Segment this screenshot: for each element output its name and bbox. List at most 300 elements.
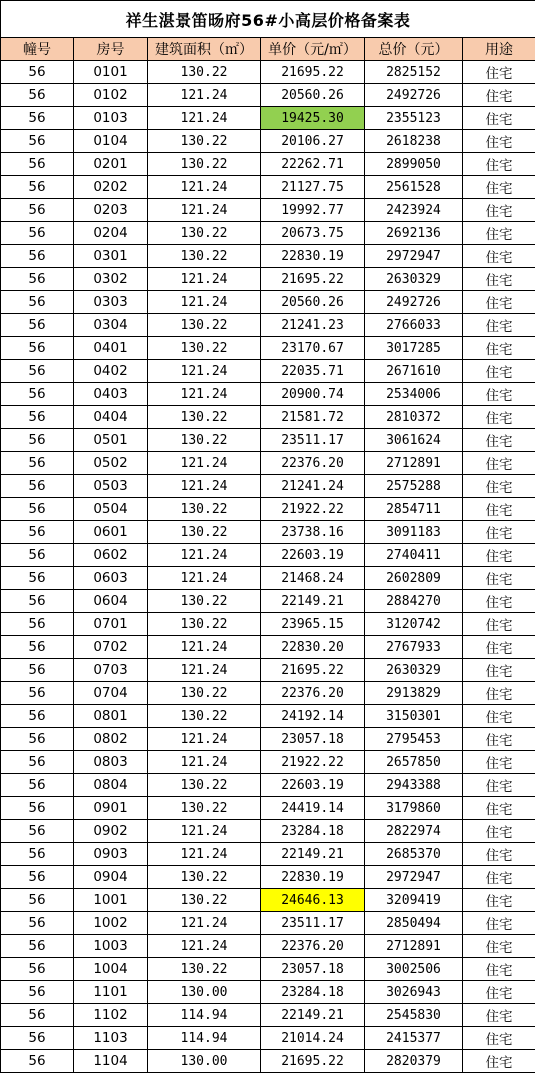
cell-room: 0804 — [74, 774, 148, 797]
cell-use: 住宅 — [463, 843, 535, 866]
cell-unit-price: 20560.26 — [261, 291, 365, 314]
table-row — [1, 429, 535, 452]
cell-area: 130.22 — [148, 613, 261, 636]
cell-building: 56 — [1, 314, 74, 337]
table-title: 祥生湛景笛旸府56#小高层价格备案表 — [1, 1, 535, 38]
cell-unit-price: 21922.22 — [261, 751, 365, 774]
cell-room: 0103 — [74, 107, 148, 130]
table-row — [1, 199, 535, 222]
cell-building: 56 — [1, 498, 74, 521]
cell-unit-price: 20900.74 — [261, 383, 365, 406]
cell-unit-price: 24192.14 — [261, 705, 365, 728]
cell-building: 56 — [1, 291, 74, 314]
cell-unit-price: 22603.19 — [261, 544, 365, 567]
cell-use: 住宅 — [463, 544, 535, 567]
table-row — [1, 406, 535, 429]
cell-room: 0204 — [74, 222, 148, 245]
column-header-use: 用途 — [463, 38, 535, 61]
cell-building: 56 — [1, 544, 74, 567]
table-row — [1, 866, 535, 889]
cell-area: 121.24 — [148, 544, 261, 567]
cell-room: 1001 — [74, 889, 148, 912]
table-row — [1, 659, 535, 682]
cell-use: 住宅 — [463, 682, 535, 705]
cell-area: 121.24 — [148, 843, 261, 866]
cell-room: 0603 — [74, 567, 148, 590]
cell-room: 0604 — [74, 590, 148, 613]
table-row — [1, 452, 535, 475]
cell-area: 130.22 — [148, 889, 261, 912]
cell-building: 56 — [1, 452, 74, 475]
cell-room: 0303 — [74, 291, 148, 314]
cell-area: 130.22 — [148, 866, 261, 889]
table-row — [1, 590, 535, 613]
cell-unit-price: 22376.20 — [261, 935, 365, 958]
cell-total-price: 2884270 — [365, 590, 463, 613]
table-row — [1, 544, 535, 567]
cell-room: 0202 — [74, 176, 148, 199]
cell-room: 0102 — [74, 84, 148, 107]
table-row — [1, 889, 535, 912]
table-row — [1, 245, 535, 268]
cell-total-price: 2795453 — [365, 728, 463, 751]
cell-unit-price: 22603.19 — [261, 774, 365, 797]
cell-area: 130.22 — [148, 314, 261, 337]
cell-building: 56 — [1, 337, 74, 360]
cell-room: 0304 — [74, 314, 148, 337]
cell-building: 56 — [1, 176, 74, 199]
cell-unit-price: 21695.22 — [261, 659, 365, 682]
cell-total-price: 2825152 — [365, 61, 463, 84]
cell-area: 130.22 — [148, 498, 261, 521]
cell-total-price: 2630329 — [365, 268, 463, 291]
table-row — [1, 705, 535, 728]
cell-total-price: 2575288 — [365, 475, 463, 498]
table-row — [1, 521, 535, 544]
cell-room: 0902 — [74, 820, 148, 843]
cell-building: 56 — [1, 153, 74, 176]
cell-room: 0503 — [74, 475, 148, 498]
cell-building: 56 — [1, 360, 74, 383]
table-row — [1, 153, 535, 176]
cell-use: 住宅 — [463, 314, 535, 337]
cell-area: 130.22 — [148, 337, 261, 360]
cell-building: 56 — [1, 843, 74, 866]
cell-total-price: 2850494 — [365, 912, 463, 935]
cell-unit-price: 21241.23 — [261, 314, 365, 337]
cell-area: 130.00 — [148, 981, 261, 1004]
cell-use: 住宅 — [463, 590, 535, 613]
cell-use: 住宅 — [463, 659, 535, 682]
cell-room: 1102 — [74, 1004, 148, 1027]
cell-room: 0801 — [74, 705, 148, 728]
cell-area: 121.24 — [148, 199, 261, 222]
cell-total-price: 2767933 — [365, 636, 463, 659]
cell-area: 130.22 — [148, 429, 261, 452]
cell-building: 56 — [1, 383, 74, 406]
cell-room: 1101 — [74, 981, 148, 1004]
cell-total-price: 3026943 — [365, 981, 463, 1004]
cell-building: 56 — [1, 84, 74, 107]
table-row — [1, 383, 535, 406]
table-row — [1, 958, 535, 981]
table-row — [1, 682, 535, 705]
cell-area: 121.24 — [148, 107, 261, 130]
cell-use: 住宅 — [463, 521, 535, 544]
table-row — [1, 360, 535, 383]
cell-use: 住宅 — [463, 153, 535, 176]
cell-room: 0101 — [74, 61, 148, 84]
cell-total-price: 3061624 — [365, 429, 463, 452]
cell-use: 住宅 — [463, 406, 535, 429]
cell-room: 0402 — [74, 360, 148, 383]
cell-use: 住宅 — [463, 613, 535, 636]
cell-area: 121.24 — [148, 935, 261, 958]
cell-area: 121.24 — [148, 291, 261, 314]
cell-area: 121.24 — [148, 360, 261, 383]
cell-unit-price: 22376.20 — [261, 452, 365, 475]
cell-area: 130.22 — [148, 245, 261, 268]
table-row — [1, 1027, 535, 1050]
cell-building: 56 — [1, 636, 74, 659]
cell-total-price: 3209419 — [365, 889, 463, 912]
cell-use: 住宅 — [463, 452, 535, 475]
cell-room: 0601 — [74, 521, 148, 544]
cell-unit-price: 22830.20 — [261, 636, 365, 659]
cell-total-price: 2972947 — [365, 245, 463, 268]
table-row — [1, 61, 535, 84]
cell-building: 56 — [1, 268, 74, 291]
cell-use: 住宅 — [463, 475, 535, 498]
cell-room: 0904 — [74, 866, 148, 889]
cell-use: 住宅 — [463, 360, 535, 383]
cell-use: 住宅 — [463, 222, 535, 245]
cell-unit-price-highlighted: 24646.13 — [261, 889, 365, 912]
column-header-unit-price: 单价（元/㎡） — [261, 38, 365, 61]
cell-area: 130.22 — [148, 774, 261, 797]
cell-unit-price: 21468.24 — [261, 567, 365, 590]
table-row — [1, 475, 535, 498]
cell-use: 住宅 — [463, 958, 535, 981]
cell-use: 住宅 — [463, 291, 535, 314]
cell-total-price: 2355123 — [365, 107, 463, 130]
cell-unit-price: 22149.21 — [261, 590, 365, 613]
table-row — [1, 636, 535, 659]
cell-building: 56 — [1, 429, 74, 452]
cell-building: 56 — [1, 613, 74, 636]
cell-total-price: 2740411 — [365, 544, 463, 567]
cell-area: 121.24 — [148, 659, 261, 682]
cell-area: 130.22 — [148, 521, 261, 544]
cell-unit-price: 19992.77 — [261, 199, 365, 222]
cell-building: 56 — [1, 774, 74, 797]
cell-area: 121.24 — [148, 567, 261, 590]
cell-use: 住宅 — [463, 383, 535, 406]
cell-room: 0301 — [74, 245, 148, 268]
cell-total-price: 2820379 — [365, 1050, 463, 1073]
cell-unit-price: 23965.15 — [261, 613, 365, 636]
cell-building: 56 — [1, 521, 74, 544]
cell-area: 121.24 — [148, 268, 261, 291]
cell-unit-price: 21014.24 — [261, 1027, 365, 1050]
cell-room: 0703 — [74, 659, 148, 682]
cell-unit-price: 21581.72 — [261, 406, 365, 429]
cell-unit-price: 23284.18 — [261, 820, 365, 843]
table-row — [1, 130, 535, 153]
cell-total-price: 3120742 — [365, 613, 463, 636]
table-row — [1, 797, 535, 820]
cell-room: 1103 — [74, 1027, 148, 1050]
cell-unit-price: 21241.24 — [261, 475, 365, 498]
cell-unit-price: 23057.18 — [261, 958, 365, 981]
cell-unit-price: 20106.27 — [261, 130, 365, 153]
cell-total-price: 2602809 — [365, 567, 463, 590]
cell-area: 114.94 — [148, 1004, 261, 1027]
cell-area: 121.24 — [148, 84, 261, 107]
cell-total-price: 2423924 — [365, 199, 463, 222]
table-row — [1, 613, 535, 636]
cell-unit-price: 21695.22 — [261, 1050, 365, 1073]
table-row — [1, 291, 535, 314]
table-row — [1, 912, 535, 935]
cell-unit-price: 23057.18 — [261, 728, 365, 751]
cell-unit-price: 23170.67 — [261, 337, 365, 360]
cell-room: 0104 — [74, 130, 148, 153]
cell-total-price: 2618238 — [365, 130, 463, 153]
cell-use: 住宅 — [463, 245, 535, 268]
cell-room: 0201 — [74, 153, 148, 176]
cell-total-price: 2712891 — [365, 935, 463, 958]
cell-use: 住宅 — [463, 820, 535, 843]
cell-unit-price: 22830.19 — [261, 866, 365, 889]
cell-area: 121.24 — [148, 728, 261, 751]
cell-area: 130.22 — [148, 130, 261, 153]
cell-building: 56 — [1, 751, 74, 774]
cell-room: 1004 — [74, 958, 148, 981]
cell-building: 56 — [1, 130, 74, 153]
cell-area: 114.94 — [148, 1027, 261, 1050]
table-row — [1, 314, 535, 337]
cell-building: 56 — [1, 61, 74, 84]
cell-total-price: 2492726 — [365, 291, 463, 314]
cell-total-price: 2492726 — [365, 84, 463, 107]
cell-total-price: 2822974 — [365, 820, 463, 843]
cell-total-price: 3002506 — [365, 958, 463, 981]
cell-use: 住宅 — [463, 797, 535, 820]
cell-building: 56 — [1, 728, 74, 751]
cell-use: 住宅 — [463, 636, 535, 659]
cell-total-price: 2943388 — [365, 774, 463, 797]
cell-use: 住宅 — [463, 981, 535, 1004]
cell-room: 0903 — [74, 843, 148, 866]
cell-area: 130.22 — [148, 406, 261, 429]
cell-total-price: 2545830 — [365, 1004, 463, 1027]
cell-room: 0702 — [74, 636, 148, 659]
table-row — [1, 222, 535, 245]
cell-use: 住宅 — [463, 567, 535, 590]
cell-area: 121.24 — [148, 452, 261, 475]
cell-use: 住宅 — [463, 268, 535, 291]
cell-use: 住宅 — [463, 912, 535, 935]
cell-total-price: 2692136 — [365, 222, 463, 245]
cell-unit-price-highlighted: 19425.30 — [261, 107, 365, 130]
cell-building: 56 — [1, 1004, 74, 1027]
table-row — [1, 820, 535, 843]
cell-total-price: 3150301 — [365, 705, 463, 728]
cell-area: 130.22 — [148, 153, 261, 176]
cell-area: 130.22 — [148, 590, 261, 613]
cell-building: 56 — [1, 935, 74, 958]
cell-room: 0803 — [74, 751, 148, 774]
cell-total-price: 2534006 — [365, 383, 463, 406]
cell-area: 121.24 — [148, 912, 261, 935]
cell-use: 住宅 — [463, 1050, 535, 1073]
cell-building: 56 — [1, 820, 74, 843]
cell-unit-price: 22035.71 — [261, 360, 365, 383]
cell-building: 56 — [1, 406, 74, 429]
cell-total-price: 2766033 — [365, 314, 463, 337]
table-row — [1, 498, 535, 521]
cell-unit-price: 20673.75 — [261, 222, 365, 245]
column-header-area: 建筑面积（㎡） — [148, 38, 261, 61]
table-row — [1, 843, 535, 866]
cell-area: 130.22 — [148, 797, 261, 820]
table-row — [1, 84, 535, 107]
cell-unit-price: 22149.21 — [261, 843, 365, 866]
cell-total-price: 2854711 — [365, 498, 463, 521]
cell-use: 住宅 — [463, 84, 535, 107]
cell-room: 0701 — [74, 613, 148, 636]
cell-room: 0404 — [74, 406, 148, 429]
cell-unit-price: 21127.75 — [261, 176, 365, 199]
cell-use: 住宅 — [463, 866, 535, 889]
cell-unit-price: 21695.22 — [261, 268, 365, 291]
cell-room: 0502 — [74, 452, 148, 475]
table-row — [1, 751, 535, 774]
cell-room: 1002 — [74, 912, 148, 935]
cell-building: 56 — [1, 567, 74, 590]
cell-room: 0901 — [74, 797, 148, 820]
cell-use: 住宅 — [463, 774, 535, 797]
cell-area: 121.24 — [148, 820, 261, 843]
cell-total-price: 2899050 — [365, 153, 463, 176]
cell-building: 56 — [1, 682, 74, 705]
cell-building: 56 — [1, 199, 74, 222]
cell-building: 56 — [1, 912, 74, 935]
cell-unit-price: 20560.26 — [261, 84, 365, 107]
cell-total-price: 2415377 — [365, 1027, 463, 1050]
cell-unit-price: 21695.22 — [261, 61, 365, 84]
cell-use: 住宅 — [463, 1004, 535, 1027]
cell-area: 121.24 — [148, 475, 261, 498]
cell-building: 56 — [1, 222, 74, 245]
table-row — [1, 107, 535, 130]
cell-unit-price: 23511.17 — [261, 912, 365, 935]
cell-area: 130.00 — [148, 1050, 261, 1073]
cell-building: 56 — [1, 475, 74, 498]
table-row — [1, 981, 535, 1004]
cell-room: 1104 — [74, 1050, 148, 1073]
cell-use: 住宅 — [463, 61, 535, 84]
cell-building: 56 — [1, 1027, 74, 1050]
cell-area: 121.24 — [148, 176, 261, 199]
cell-use: 住宅 — [463, 176, 535, 199]
cell-area: 121.24 — [148, 383, 261, 406]
cell-building: 56 — [1, 245, 74, 268]
cell-use: 住宅 — [463, 337, 535, 360]
cell-room: 0401 — [74, 337, 148, 360]
cell-building: 56 — [1, 866, 74, 889]
table-row — [1, 728, 535, 751]
title-row — [1, 1, 535, 38]
cell-unit-price: 22376.20 — [261, 682, 365, 705]
cell-total-price: 3179860 — [365, 797, 463, 820]
cell-room: 0504 — [74, 498, 148, 521]
cell-building: 56 — [1, 659, 74, 682]
cell-room: 0501 — [74, 429, 148, 452]
table-row — [1, 1004, 535, 1027]
cell-total-price: 2972947 — [365, 866, 463, 889]
cell-room: 0302 — [74, 268, 148, 291]
cell-total-price: 3017285 — [365, 337, 463, 360]
cell-building: 56 — [1, 958, 74, 981]
cell-total-price: 2810372 — [365, 406, 463, 429]
cell-unit-price: 22149.21 — [261, 1004, 365, 1027]
cell-unit-price: 23284.18 — [261, 981, 365, 1004]
cell-unit-price: 21922.22 — [261, 498, 365, 521]
cell-use: 住宅 — [463, 889, 535, 912]
cell-unit-price: 22830.19 — [261, 245, 365, 268]
table-row — [1, 176, 535, 199]
cell-use: 住宅 — [463, 429, 535, 452]
table-row — [1, 337, 535, 360]
cell-use: 住宅 — [463, 107, 535, 130]
cell-use: 住宅 — [463, 498, 535, 521]
table-row — [1, 774, 535, 797]
cell-area: 121.24 — [148, 751, 261, 774]
cell-use: 住宅 — [463, 199, 535, 222]
cell-total-price: 2712891 — [365, 452, 463, 475]
cell-total-price: 2630329 — [365, 659, 463, 682]
cell-area: 121.24 — [148, 636, 261, 659]
column-header-building: 幢号 — [1, 38, 74, 61]
cell-use: 住宅 — [463, 935, 535, 958]
cell-building: 56 — [1, 797, 74, 820]
cell-area: 130.22 — [148, 958, 261, 981]
table-row — [1, 567, 535, 590]
cell-unit-price: 24419.14 — [261, 797, 365, 820]
cell-unit-price: 22262.71 — [261, 153, 365, 176]
cell-building: 56 — [1, 705, 74, 728]
cell-total-price: 2671610 — [365, 360, 463, 383]
cell-total-price: 2657850 — [365, 751, 463, 774]
cell-room: 0602 — [74, 544, 148, 567]
cell-use: 住宅 — [463, 130, 535, 153]
cell-area: 130.22 — [148, 61, 261, 84]
cell-building: 56 — [1, 107, 74, 130]
cell-room: 0403 — [74, 383, 148, 406]
cell-area: 130.22 — [148, 222, 261, 245]
header-row — [1, 38, 535, 61]
cell-total-price: 2561528 — [365, 176, 463, 199]
table-row — [1, 935, 535, 958]
column-header-total-price: 总价（元） — [365, 38, 463, 61]
cell-room: 1003 — [74, 935, 148, 958]
cell-room: 0203 — [74, 199, 148, 222]
cell-unit-price: 23738.16 — [261, 521, 365, 544]
cell-building: 56 — [1, 1050, 74, 1073]
table-row — [1, 1050, 535, 1073]
